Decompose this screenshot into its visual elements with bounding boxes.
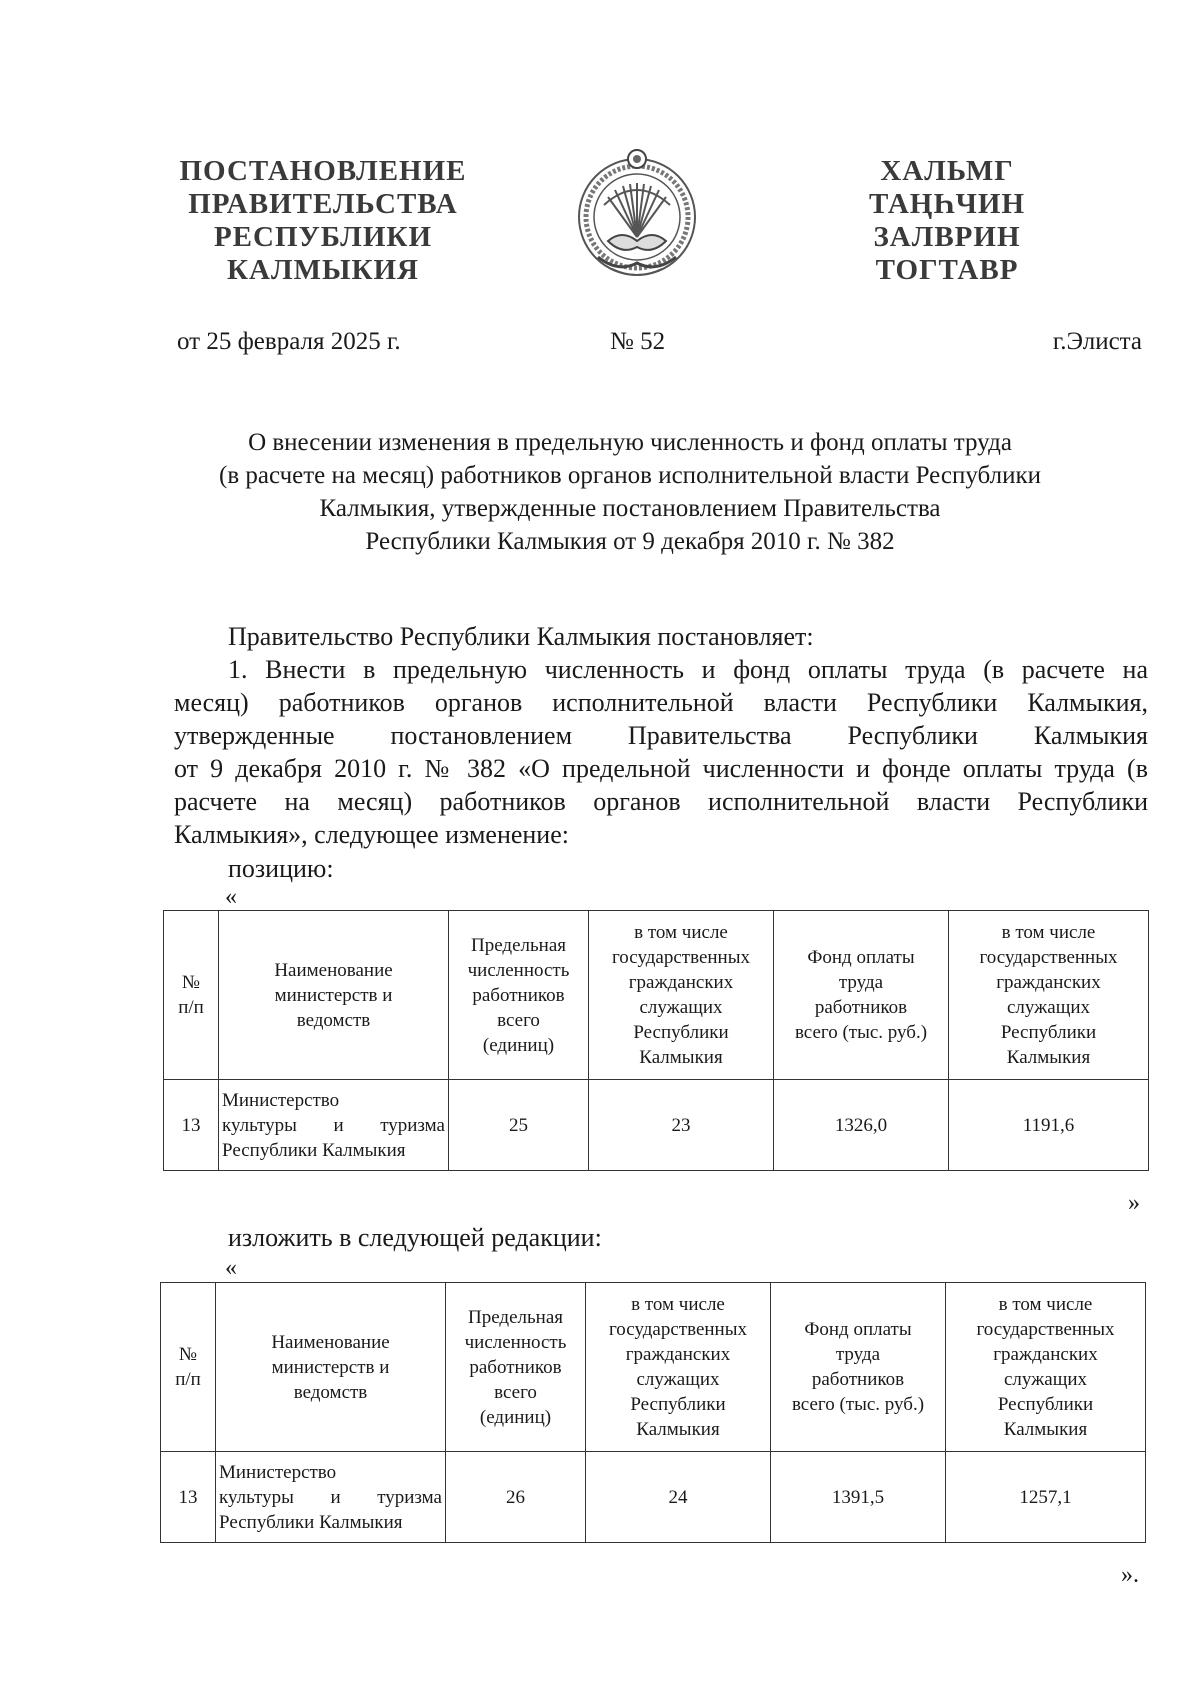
decree-title [130, 426, 1130, 558]
header-civil-servants: в том числе государственных гражданских служащих Республики Калмыкия [589, 911, 774, 1080]
coat-of-arms-emblem [568, 145, 706, 283]
header-civil-servants: в том числе государственных гражданских служащих Республики Калмыкия [586, 1283, 771, 1452]
cell-fund-civil: 1191,6 [949, 1080, 1149, 1171]
header-fund-civil: в том числе государственных гражданских служащих Республики Калмыкия [949, 911, 1149, 1080]
cell-fund: 1326,0 [774, 1080, 949, 1171]
paragraph-line: утвержденные постановлением Правительства Республики Калмыкия [174, 721, 1148, 750]
header-fund-civil: в том числе государственных гражданских служащих Республики Калмыкия [946, 1283, 1146, 1452]
paragraph-line: месяц) работников органов исполнительной власти Республики Калмыкия, [174, 688, 1148, 717]
header-name: Наименование министерств и ведомств [216, 1283, 446, 1452]
table-row [164, 1080, 1149, 1171]
quote-close: » [1128, 1190, 1140, 1216]
header-line: ПОСТАНОВЛЕНИЕ [179, 155, 467, 187]
table-row [161, 1452, 1146, 1543]
cell-limit: 26 [446, 1452, 586, 1543]
cell-num: 13 [161, 1452, 216, 1543]
header-limit: Предельная численность работников всего (единиц) [446, 1283, 586, 1452]
header-line: ЗАЛВРИН [873, 221, 1021, 253]
header-russian [178, 155, 468, 287]
table-new-position [160, 1282, 1146, 1543]
restate-label: изложить в следующей редакции: [228, 1223, 602, 1252]
header-fund: Фонд оплаты труда работников всего (тыс. руб.) [771, 1283, 946, 1452]
decree-date: от 25 февраля 2025 г. [177, 328, 401, 355]
paragraph-line: расчете на месяц) работников органов исполнительной власти Республики [174, 787, 1148, 816]
header-line: ТОГТАВР [875, 254, 1019, 286]
paragraph-line: 1. Внести в предельную численность и фонд оплаты труда (в расчете на [228, 655, 1148, 684]
table-header-row [161, 1283, 1146, 1452]
cell-num: 13 [164, 1080, 219, 1171]
header-line: ПРАВИТЕЛЬСТВА [188, 188, 458, 220]
header-name: Наименование министерств и ведомств [219, 911, 449, 1080]
decree-number: № 52 [610, 328, 666, 355]
header-line: КАЛМЫКИЯ [227, 254, 419, 286]
cell-fund: 1391,5 [771, 1452, 946, 1543]
paragraph-line: от 9 декабря 2010 г. № 382 «О предельной численности и фонде оплаты труда (в [174, 754, 1148, 783]
decree-city: г.Элиста [1052, 328, 1142, 355]
header-line: ХАЛЬМГ [880, 155, 1014, 187]
quote-close: ». [1121, 1562, 1139, 1588]
cell-fund-civil: 1257,1 [946, 1452, 1146, 1543]
cell-name: Министерство культуры и туризма Республики Калмыкия [216, 1452, 446, 1543]
table-current-position [163, 910, 1149, 1171]
header-kalmyk [852, 155, 1042, 287]
cell-limit: 25 [449, 1080, 589, 1171]
header-line: РЕСПУБЛИКИ [213, 221, 433, 253]
position-label: позицию: [228, 854, 334, 883]
header-line: ТАҢҺЧИН [868, 188, 1026, 220]
quote-open: « [225, 884, 237, 910]
paragraph-line: Калмыкия», следующее изменение: [174, 820, 569, 849]
cell-civil: 24 [586, 1452, 771, 1543]
quote-open: « [225, 1255, 237, 1281]
header-num: № п/п [164, 911, 219, 1080]
lead-sentence: Правительство Республики Калмыкия постановляет: [228, 622, 814, 651]
paragraph-1 [174, 653, 1148, 851]
title-line: О внесении изменения в предельную численность и фонд оплаты труда [248, 429, 1012, 456]
table-header-row [164, 911, 1149, 1080]
title-line: (в расчете на месяц) работников органов исполнительной власти Республики [219, 462, 1041, 489]
cell-name: Министерство культуры и туризма Республики Калмыкия [219, 1080, 449, 1171]
title-line: Калмыкия, утвержденные постановлением Правительства [319, 495, 941, 522]
title-line: Республики Калмыкия от 9 декабря 2010 г. № 382 [365, 528, 895, 555]
cell-civil: 23 [589, 1080, 774, 1171]
header-num: № п/п [161, 1283, 216, 1452]
header-fund: Фонд оплаты труда работников всего (тыс. руб.) [774, 911, 949, 1080]
header-limit: Предельная численность работников всего (единиц) [449, 911, 589, 1080]
